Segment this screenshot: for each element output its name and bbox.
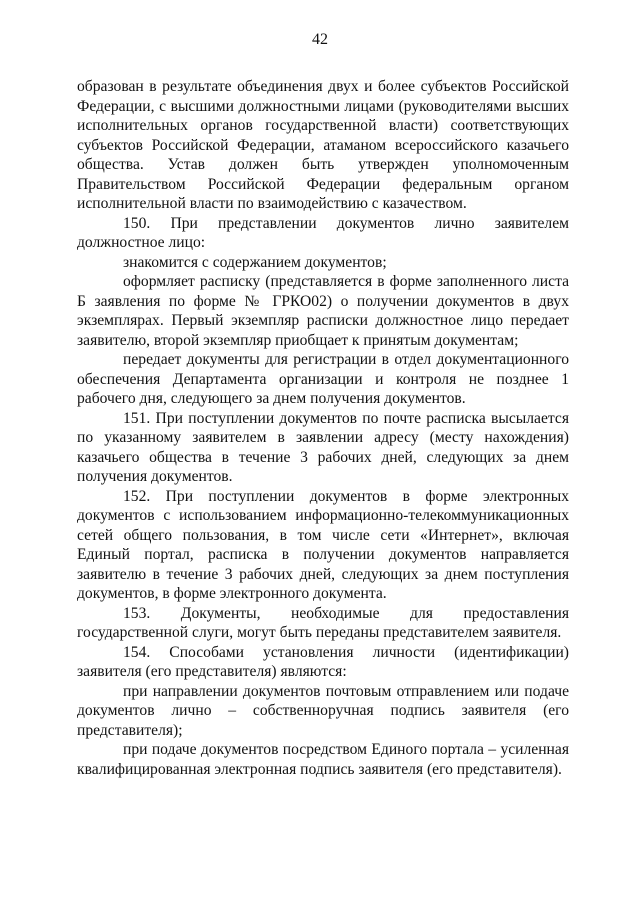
paragraph-152: 152. При поступлении документов в форме электронных документов с использованием информационно-телекоммуникационных сетей общего пользования, в том числе сети «Интернет», включая Единый портал, расписка в получении документов направляется заявителю в течение 3 рабочих дней, следующих за днем поступления документов, в форме электронного документа. bbox=[77, 487, 569, 602]
paragraph-154: 154. Способами установления личности (идентификации) заявителя (его представителя) являются: bbox=[77, 643, 569, 680]
paragraph-150-item-1: знакомится с содержанием документов; bbox=[123, 253, 387, 271]
paragraph-151: 151. При поступлении документов по почте расписка высылается по указанному заявителем в заявлении адресу (месту нахождения) казачьего общества в течение 3 рабочих дней, следующих за днем получения документов. bbox=[77, 409, 569, 485]
paragraph-153: 153. Документы, необходимые для предоставления государственной слуги, могут быть переданы представителем заявителя. bbox=[77, 604, 569, 641]
paragraph-150: 150. При представлении документов лично заявителем должностное лицо: bbox=[77, 214, 569, 251]
paragraph-154-item-2: при подаче документов посредством Единого портала – усиленная квалифицированная электронная подпись заявителя (его представителя). bbox=[77, 741, 569, 778]
document-body bbox=[77, 77, 569, 779]
paragraph-154-item-1: при направлении документов почтовым отправлением или подаче документов лично – собственноручная подпись заявителя (его представителя); bbox=[77, 682, 569, 739]
paragraph-150-item-2: оформляет расписку (представляется в форме заполненного листа Б заявления по форме № ГРКО02) о получении документов в двух экземплярах. Первый экземпляр расписки должностное лицо передает заявителю, второй экземпляр приобщает к принятым документам; bbox=[77, 273, 569, 349]
paragraph-continuation: образован в результате объединения двух и более субъектов Российской Федерации, с высшими должностными лицами (руководителями высших исполнительных органов государственной власти) соответствующих субъектов Российской Федерации, атаманом всероссийского казачьего общества. Устав должен быть утвержден уполномоченным Правительством Российской Федерации федеральным органом исполнительной власти по взаимодействию с казачеством. bbox=[77, 78, 569, 212]
paragraph-150-item-3: передает документы для регистрации в отдел документационного обеспечения Департамента организации и контроля не позднее 1 рабочего дня, следующего за днем получения документов. bbox=[77, 351, 569, 407]
page-number: 42 bbox=[312, 31, 328, 48]
